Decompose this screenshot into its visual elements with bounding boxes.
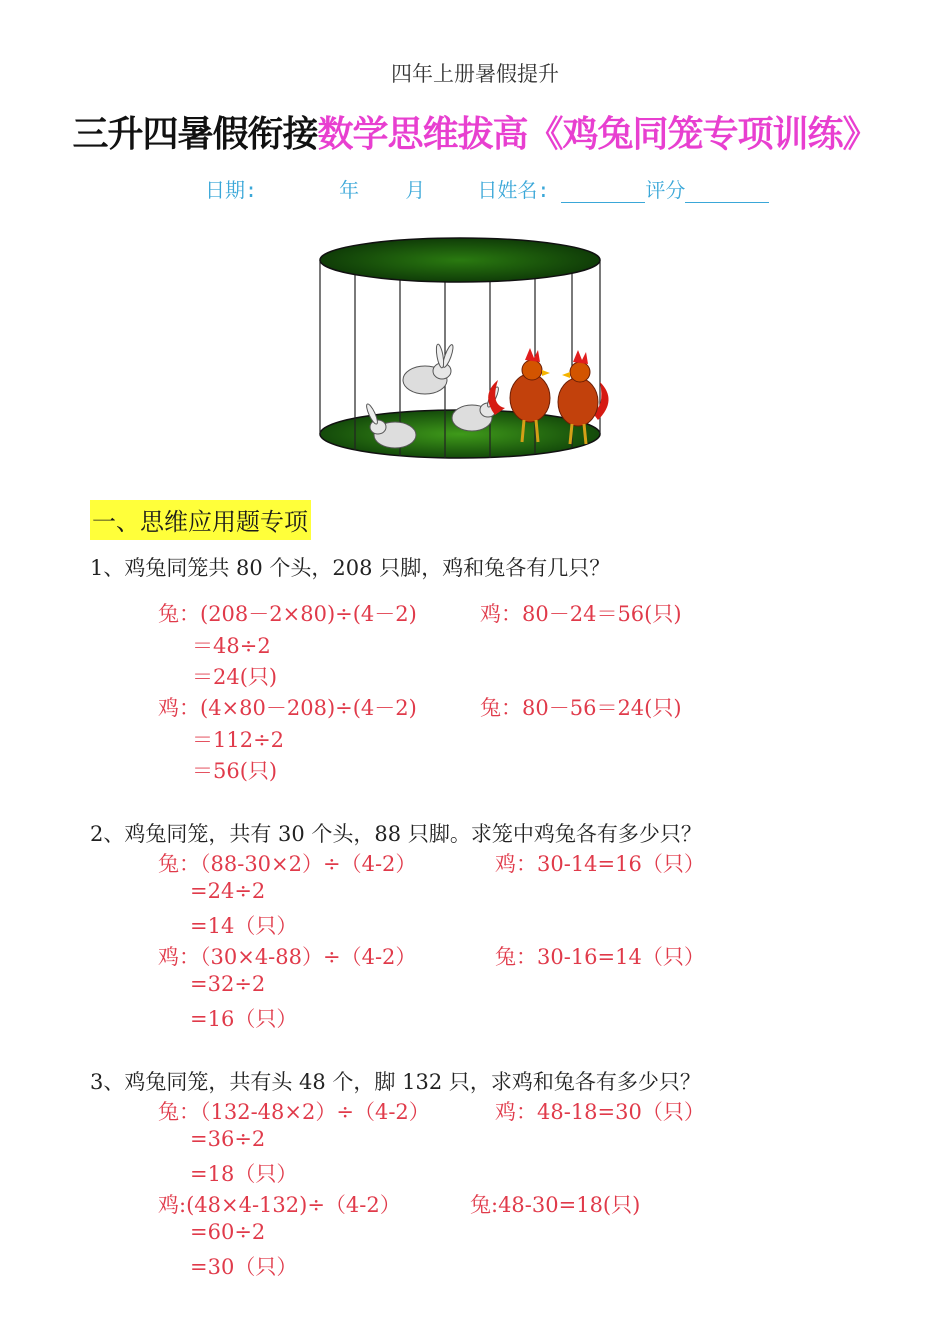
- question-1: 1、鸡兔同笼共 80 个头，208 只脚，鸡和兔各有几只？: [90, 556, 611, 580]
- answer-line: 兔：（132-48×2）÷（4-2）: [158, 1100, 430, 1124]
- answer-line: ＝24(只): [192, 665, 278, 689]
- answer-line: 兔：(208－2×80)÷(4－2): [158, 602, 417, 626]
- cage-top: [320, 238, 600, 282]
- answer-line: ＝112÷2: [192, 728, 285, 752]
- answer-line: 鸡:(48×4-132)÷（4-2）: [158, 1193, 401, 1217]
- answer-line: =18（只）: [190, 1162, 298, 1186]
- answer-line: =16（只）: [190, 1007, 298, 1031]
- answer-line: 鸡：80－24＝56(只): [480, 602, 682, 626]
- answer-line: =24÷2: [190, 879, 266, 903]
- answer-line: ＝56(只): [192, 759, 278, 783]
- answer-line: 兔：80－56＝24(只): [480, 696, 682, 720]
- answer-line: 鸡：30-14=16（只）: [495, 852, 705, 876]
- cage-illustration: [300, 230, 630, 470]
- answer-line: 鸡：48-18=30（只）: [495, 1100, 705, 1124]
- date-label: 日期:: [205, 178, 258, 202]
- question-2: 2、鸡兔同笼，共有 30 个头，88 只脚。求笼中鸡兔各有多少只？: [90, 822, 702, 846]
- name-label: 姓名:: [497, 178, 550, 202]
- page-header: 四年上册暑假提升: [391, 62, 559, 86]
- info-line: [205, 174, 769, 203]
- answer-line: =60÷2: [190, 1220, 266, 1244]
- score-blank[interactable]: [685, 180, 769, 203]
- answer-line: =14（只）: [190, 914, 298, 938]
- answer-line: 鸡：(4×80－208)÷(4－2): [158, 696, 417, 720]
- answer-line: 兔:48-30=18(只): [470, 1193, 641, 1217]
- answer-line: 兔：30-16=14（只）: [495, 945, 705, 969]
- name-blank[interactable]: [561, 180, 645, 203]
- answer-line: =36÷2: [190, 1127, 266, 1151]
- title-part-2: 数学思维拔高《鸡兔同笼专项训练》: [317, 114, 878, 155]
- month-label: 月: [405, 178, 426, 202]
- answer-line: ＝48÷2: [192, 634, 271, 658]
- rabbit-icon: [403, 344, 455, 394]
- day-label: 日: [477, 178, 498, 202]
- section-title: 一、思维应用题专项: [90, 500, 311, 540]
- answer-line: =32÷2: [190, 972, 266, 996]
- answer-line: =30（只）: [190, 1255, 298, 1279]
- question-3: 3、鸡兔同笼，共有头 48 个，脚 132 只，求鸡和兔各有多少只？: [90, 1070, 701, 1094]
- answer-line: 兔：（88-30×2）÷（4-2）: [158, 852, 417, 876]
- title-part-1: 三升四暑假衔接: [72, 114, 318, 155]
- page-title: [0, 106, 950, 157]
- score-label: 评分: [645, 178, 686, 202]
- answer-line: 鸡：（30×4-88）÷（4-2）: [158, 945, 417, 969]
- year-label: 年: [339, 178, 360, 202]
